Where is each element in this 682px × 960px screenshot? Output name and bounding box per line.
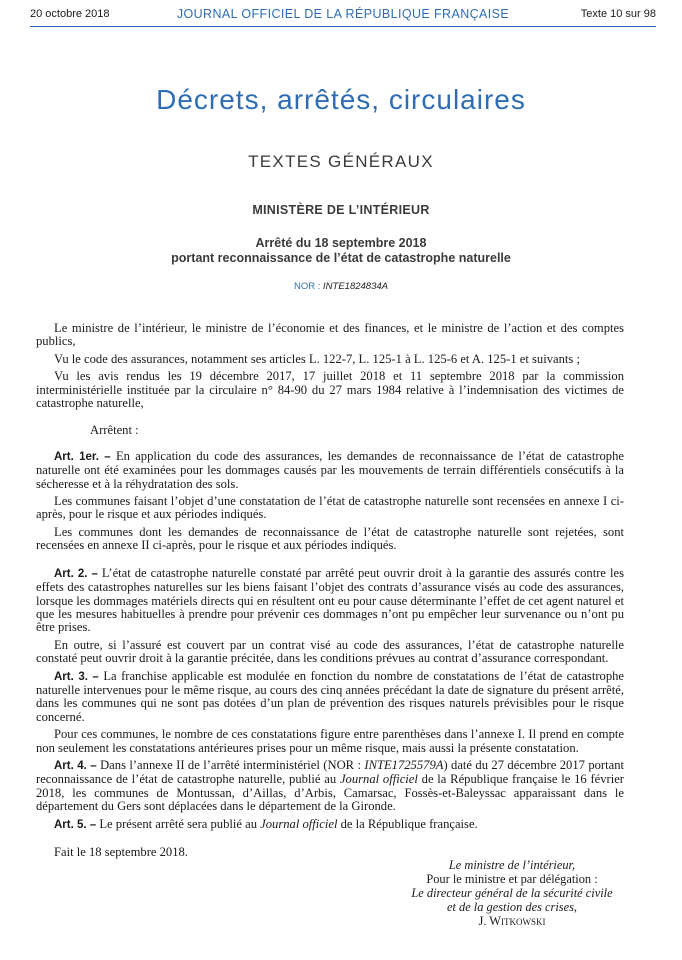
- arrete-title-line-1: Arrêté du 18 septembre 2018: [255, 236, 427, 250]
- article-2-paragraph-1: [36, 567, 624, 635]
- fait-le: Fait le 18 septembre 2018.: [54, 845, 188, 859]
- journal-name: JOURNAL OFFICIEL DE LA RÉPUBLIQUE FRANÇAISE: [176, 7, 510, 21]
- article-1-text: En application du code des assurances, les demandes de reconnaissance de l’état de catastrophe naturelle ont été examinées pour les dommages causés par les mouvements de terrain différentiels consécutifs à la sécheresse et à la réhydratation des sols.: [36, 448, 624, 491]
- text-number: Texte 10 sur 98: [580, 8, 656, 20]
- article-1-paragraph-1: [36, 450, 624, 491]
- article-3-paragraph-2: Pour ces communes, le nombre de ces constatations figure entre parenthèses dans l’annexe I. Il prend en compte non seulement les constatations antérieures prises pour un même risque, mais aussi la présente constatation.: [36, 727, 624, 755]
- header-rule: [30, 26, 656, 27]
- article-4-nor: INTE1725579A: [364, 757, 444, 772]
- article-4-label: Art. 4. –: [54, 759, 97, 772]
- article-5-text-2: de la République française.: [337, 816, 478, 831]
- article-4-text-1: Dans l’annexe II de l’arrêté interministériel (NOR :: [96, 757, 365, 772]
- article-5-journal: Journal officiel: [260, 816, 338, 831]
- article-3-paragraph-1: [36, 670, 624, 725]
- article-2-paragraph-2: En outre, si l’assuré est couvert par un contrat visé au code des assurances, l’état de catastrophe naturelle constaté peut ouvrir droit à la garantie précitée, dans les conditions prévues au contrat d’assurance correspondant.: [36, 637, 624, 666]
- nor-reference: [0, 281, 682, 292]
- article-5-paragraph: [36, 818, 624, 832]
- article-3-text: La franchise applicable est modulée en fonction du nombre de constatations de l’état de catastrophe naturelle intervenues pour le même risque, au cours des cinq années précédant la date de signature du présent arrêté, dans les communes qui ne sont pas dotées d’un plan de prévention des risques naturels prévisibles pour le risque concerné.: [36, 668, 625, 724]
- arretent: Arrêtent :: [90, 423, 139, 438]
- arrete-title: [0, 236, 682, 266]
- section-title: Décrets, arrêtés, circulaires: [156, 84, 526, 115]
- article-4-text-3: de la République française le 16 février 2018, les communes de Montussan, d’Aillas, d’Arbis, Camarsac, Fossès-et-Baleyssac apparaissant dans le département du Gers sont déplacées dans le département de la Gironde.: [36, 772, 624, 814]
- article-3-label: Art. 3. –: [54, 670, 99, 683]
- nor-code: INTE1824834A: [323, 281, 388, 292]
- article-5-text-1: Le présent arrêté sera publié au: [96, 816, 261, 831]
- article-2-label: Art. 2. –: [54, 567, 98, 580]
- article-1-paragraph-2: Les communes faisant l’objet d’une constatation de l’état de catastrophe naturelle sont recensées en annexe I ci-après, pour le risque et aux périodes indiqués.: [36, 494, 624, 522]
- page-header: [30, 8, 656, 24]
- publication-date: 20 octobre 2018: [30, 8, 110, 20]
- intro-ministers: Le ministre de l’intérieur, le ministre de l’économie et des finances, et le ministre de l’action et des comptes publics,: [36, 321, 624, 349]
- ministry-name: MINISTÈRE DE L’INTÉRIEUR: [252, 203, 430, 217]
- signature-block: [400, 858, 624, 928]
- article-5-label: Art. 5. –: [54, 818, 97, 831]
- arrete-title-line-2: portant reconnaissance de l’état de catastrophe naturelle: [171, 251, 511, 265]
- signature-line-4: et de la gestion des crises,: [446, 900, 578, 914]
- intro-vu-avis: Vu les avis rendus les 19 décembre 2017, 17 juillet 2018 et 11 septembre 2018 par la commission interministérielle instituée par la circulaire n° 84-90 du 27 mars 1984 relative à l’indemnisation des victimes de catastrophe naturelle,: [36, 369, 624, 411]
- article-2-text: L’état de catastrophe naturelle constaté par arrêté peut ouvrir droit à la garantie des assurés contre les effets des catastrophes naturelles sur les biens faisant l’objet des contrats d’assurance visés au code des assurances, lorsque les dommages matériels directs qui en résultent ont eu pour cause déterminante l’effet de cet agent naturel et que les mesures habituelles à prendre pour prévenir ces dommages n’ont pu empêcher leur survenance ou n’ont pu être prises.: [36, 565, 624, 635]
- article-4-paragraph: [36, 759, 624, 814]
- article-4-journal: Journal officiel: [339, 772, 418, 787]
- intro-vu-code: Vu le code des assurances, notamment ses articles L. 122-7, L. 125-1 à L. 125-6 et A. 125-1 et suivants ;: [54, 351, 580, 366]
- decree-body: [36, 322, 624, 863]
- article-4-text-2: ) daté du 27 décembre 2017 portant reconnaissance de l’état de catastrophe naturelle, publié au: [36, 757, 624, 787]
- article-1-label: Art. 1er. –: [54, 450, 111, 463]
- signature-line-2: Pour le ministre et par délégation :: [426, 872, 598, 886]
- signature-line-3: Le directeur général de la sécurité civile: [411, 886, 613, 900]
- nor-label: NOR :: [294, 281, 321, 292]
- sub-title: TEXTES GÉNÉRAUX: [248, 152, 434, 171]
- signature-line-1: Le ministre de l’intérieur,: [448, 858, 576, 872]
- article-1-paragraph-3: Les communes dont les demandes de reconnaissance de l’état de catastrophe naturelle sont rejetées, sont recensées en annexe II ci-après, pour le risque et aux périodes indiqués.: [36, 524, 624, 553]
- signatory-name: J. Witkowski: [478, 914, 546, 928]
